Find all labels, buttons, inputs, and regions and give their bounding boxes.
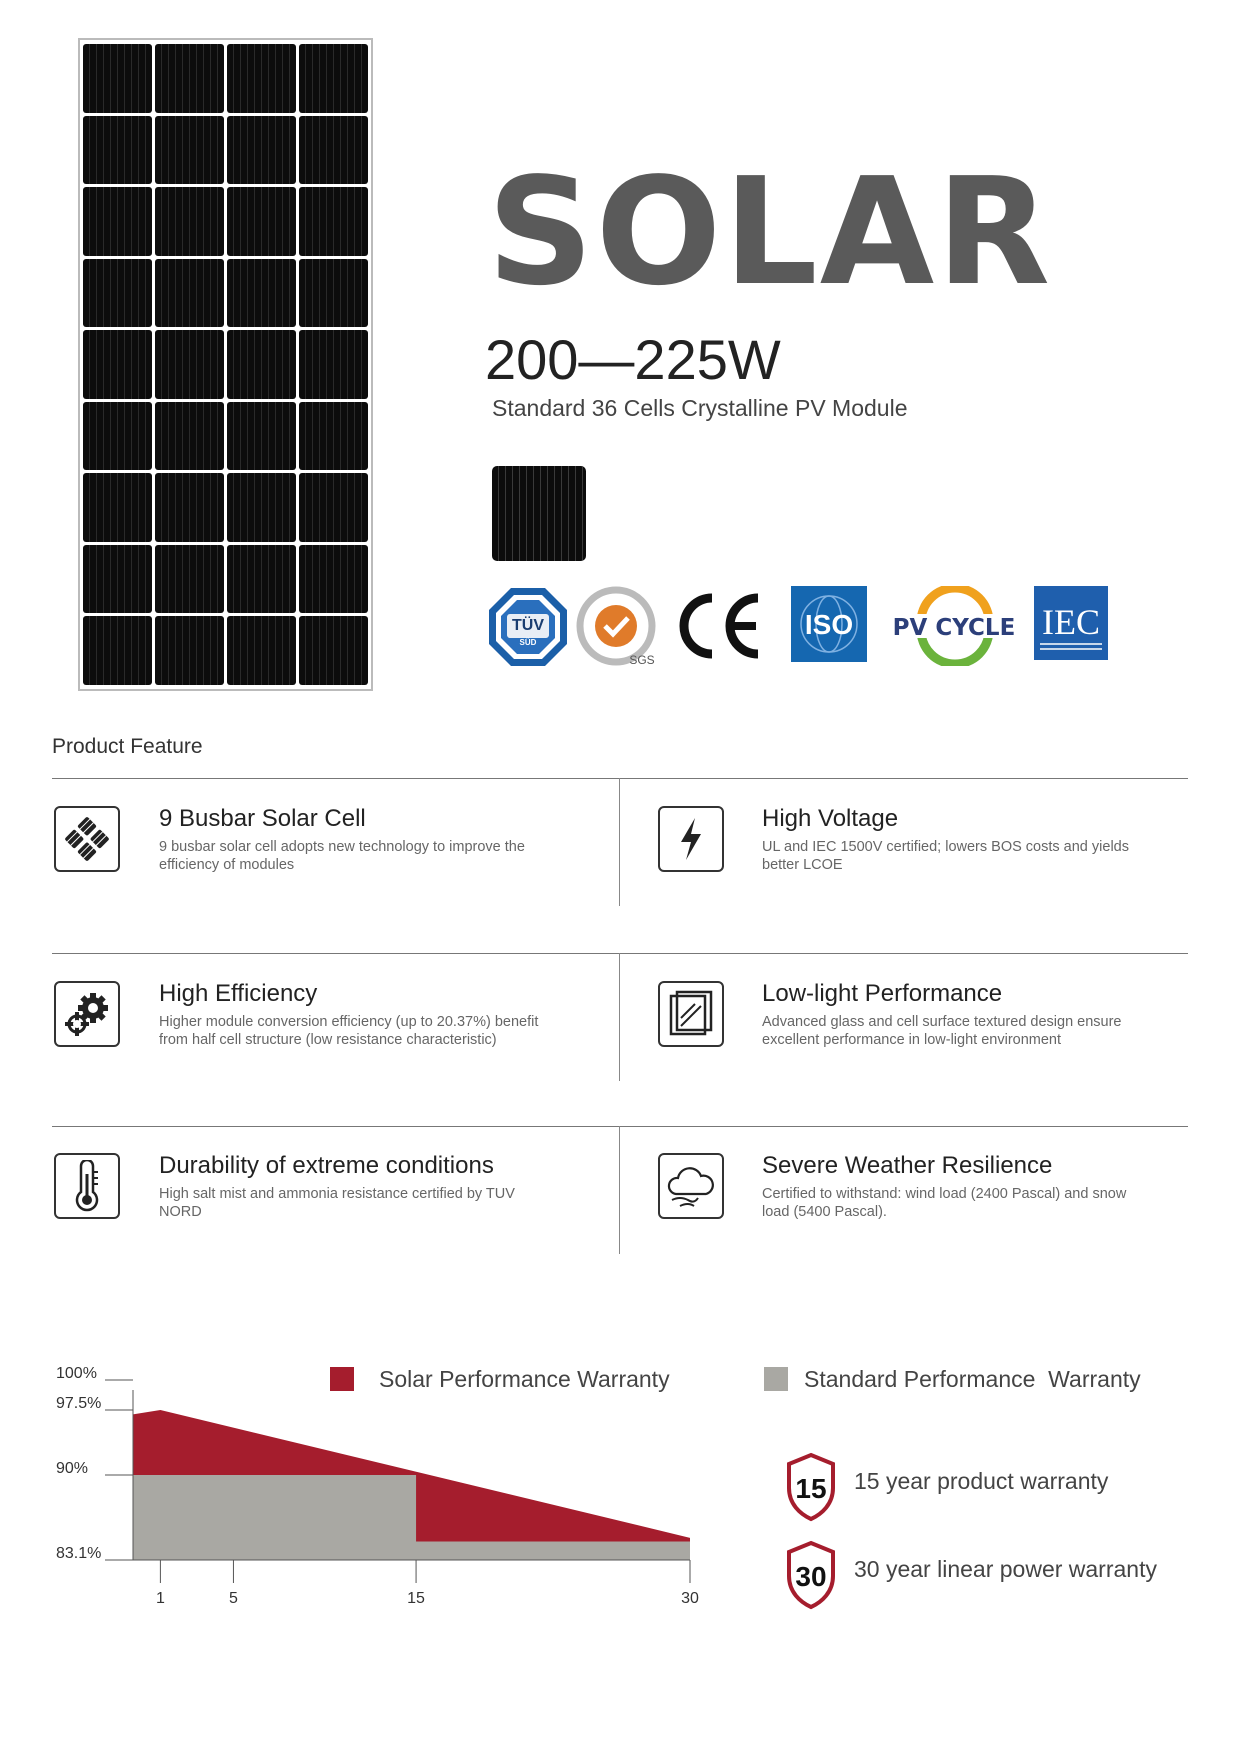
- y-tick-label: 97.5%: [56, 1395, 102, 1412]
- panel-cell: [155, 402, 224, 471]
- panel-cell: [155, 116, 224, 185]
- panel-cell: [227, 116, 296, 185]
- panel-cell: [227, 616, 296, 685]
- svg-text:SGS: SGS: [629, 653, 655, 667]
- shield-badge-15: [785, 1452, 837, 1527]
- glass-panel-icon: [658, 981, 724, 1047]
- legend-swatch-standard: [764, 1367, 788, 1391]
- panel-cell: [227, 187, 296, 256]
- feature-title: Severe Weather Resilience: [762, 1152, 1053, 1179]
- feature-title: High Efficiency: [159, 980, 318, 1007]
- lightning-icon: [658, 806, 724, 872]
- feature-title: High Voltage: [762, 805, 899, 832]
- feature-description: 9 busbar solar cell adopts new technology to improve the efficiency of modules: [159, 839, 525, 873]
- panel-cell: [83, 402, 152, 471]
- legend-label-solar: Solar Performance Warranty: [379, 1366, 670, 1392]
- panel-cell: [299, 402, 368, 471]
- panel-cell: [299, 116, 368, 185]
- panel-cell: [83, 616, 152, 685]
- x-tick-label: 30: [681, 1590, 699, 1607]
- solar-panel-image: [78, 38, 373, 691]
- series-area-1: [133, 1475, 690, 1560]
- panel-cell: [227, 402, 296, 471]
- panel-cell: [299, 187, 368, 256]
- panel-cell: [227, 473, 296, 542]
- y-tick-label: 100%: [56, 1365, 97, 1382]
- panel-cell: [155, 330, 224, 399]
- svg-text:PV CYCLE: PV CYCLE: [892, 615, 1016, 641]
- thermometer-icon: [54, 1153, 120, 1219]
- single-solar-cell-image: [492, 466, 586, 561]
- divider: [619, 778, 620, 906]
- svg-text:TÜV: TÜV: [512, 617, 544, 634]
- panel-cell: [155, 473, 224, 542]
- panel-cell: [299, 259, 368, 328]
- y-tick-label: 90%: [56, 1460, 89, 1477]
- panel-cell: [83, 44, 152, 113]
- legend-label-standard: Standard Performance Warranty: [804, 1366, 1141, 1392]
- panel-cell: [227, 44, 296, 113]
- panel-cell: [155, 187, 224, 256]
- panel-cell: [83, 473, 152, 542]
- y-tick-label: 83.1%: [56, 1545, 102, 1562]
- divider: [52, 953, 1188, 954]
- panel-cell: [227, 330, 296, 399]
- panel-cell: [83, 330, 152, 399]
- panel-cell: [155, 44, 224, 113]
- power-warranty-text: 30 year linear power warranty: [854, 1556, 1157, 1582]
- power-range: 200—225W: [485, 328, 781, 391]
- feature-description: High salt mist and ammonia resistance certified by TUV NORD: [159, 1186, 515, 1220]
- product-title: SOLAR: [487, 146, 1053, 318]
- feature-title: Low-light Performance: [762, 980, 1003, 1007]
- x-tick-label: 15: [407, 1590, 425, 1607]
- panel-cell: [227, 259, 296, 328]
- x-tick-label: 1: [155, 1590, 165, 1607]
- section-title: Product Feature: [52, 735, 203, 758]
- divider: [52, 1126, 1188, 1127]
- panel-cell: [83, 116, 152, 185]
- panel-cell: [155, 259, 224, 328]
- sgs-logo: [576, 586, 658, 673]
- x-tick-label: 5: [228, 1590, 238, 1607]
- shield-badge-30: [785, 1540, 837, 1615]
- panel-cell: [83, 545, 152, 614]
- panel-cell: [83, 259, 152, 328]
- feature-title: Durability of extreme conditions: [159, 1152, 494, 1179]
- panel-cell: [299, 473, 368, 542]
- svg-text:SÜD: SÜD: [519, 638, 537, 647]
- panel-cell: [227, 545, 296, 614]
- divider: [52, 778, 1188, 779]
- badge-years-15: 15: [795, 1473, 827, 1504]
- feature-description: Higher module conversion efficiency (up to 20.37%) benefit from half cell structure (low resistance characteristic): [159, 1014, 539, 1048]
- warranty-chart: [0, 1350, 720, 1650]
- product-warranty-text: 15 year product warranty: [854, 1468, 1109, 1494]
- solar-cells-icon: [54, 806, 120, 872]
- panel-cell: [299, 44, 368, 113]
- panel-cell: [299, 545, 368, 614]
- badge-years-30: 30: [795, 1561, 827, 1592]
- pv-cycle-logo: [889, 586, 1019, 671]
- panel-cell: [83, 187, 152, 256]
- panel-cell: [299, 616, 368, 685]
- divider: [619, 1126, 620, 1254]
- feature-description: Advanced glass and cell surface textured design ensure excellent performance in low-light environment: [762, 1014, 1122, 1048]
- gears-icon: [54, 981, 120, 1047]
- panel-cell: [155, 545, 224, 614]
- ce-logo: [674, 586, 766, 671]
- panel-cell-grid: [83, 44, 368, 685]
- feature-description: UL and IEC 1500V certified; lowers BOS costs and yields better LCOE: [762, 839, 1129, 873]
- iso-logo: [791, 586, 867, 667]
- product-subtitle: Standard 36 Cells Crystalline PV Module: [492, 395, 908, 421]
- panel-cell: [155, 616, 224, 685]
- tuv-sud-logo: [487, 586, 569, 673]
- svg-text:IEC: IEC: [1042, 602, 1100, 642]
- feature-description: Certified to withstand: wind load (2400 Pascal) and snow load (5400 Pascal).: [762, 1186, 1127, 1220]
- legend-swatch-solar: [330, 1367, 354, 1391]
- feature-title: 9 Busbar Solar Cell: [159, 805, 366, 832]
- divider: [619, 953, 620, 1081]
- panel-cell: [299, 330, 368, 399]
- wind-cloud-icon: [658, 1153, 724, 1219]
- iec-logo: [1034, 586, 1108, 665]
- svg-text:ISO: ISO: [804, 609, 854, 640]
